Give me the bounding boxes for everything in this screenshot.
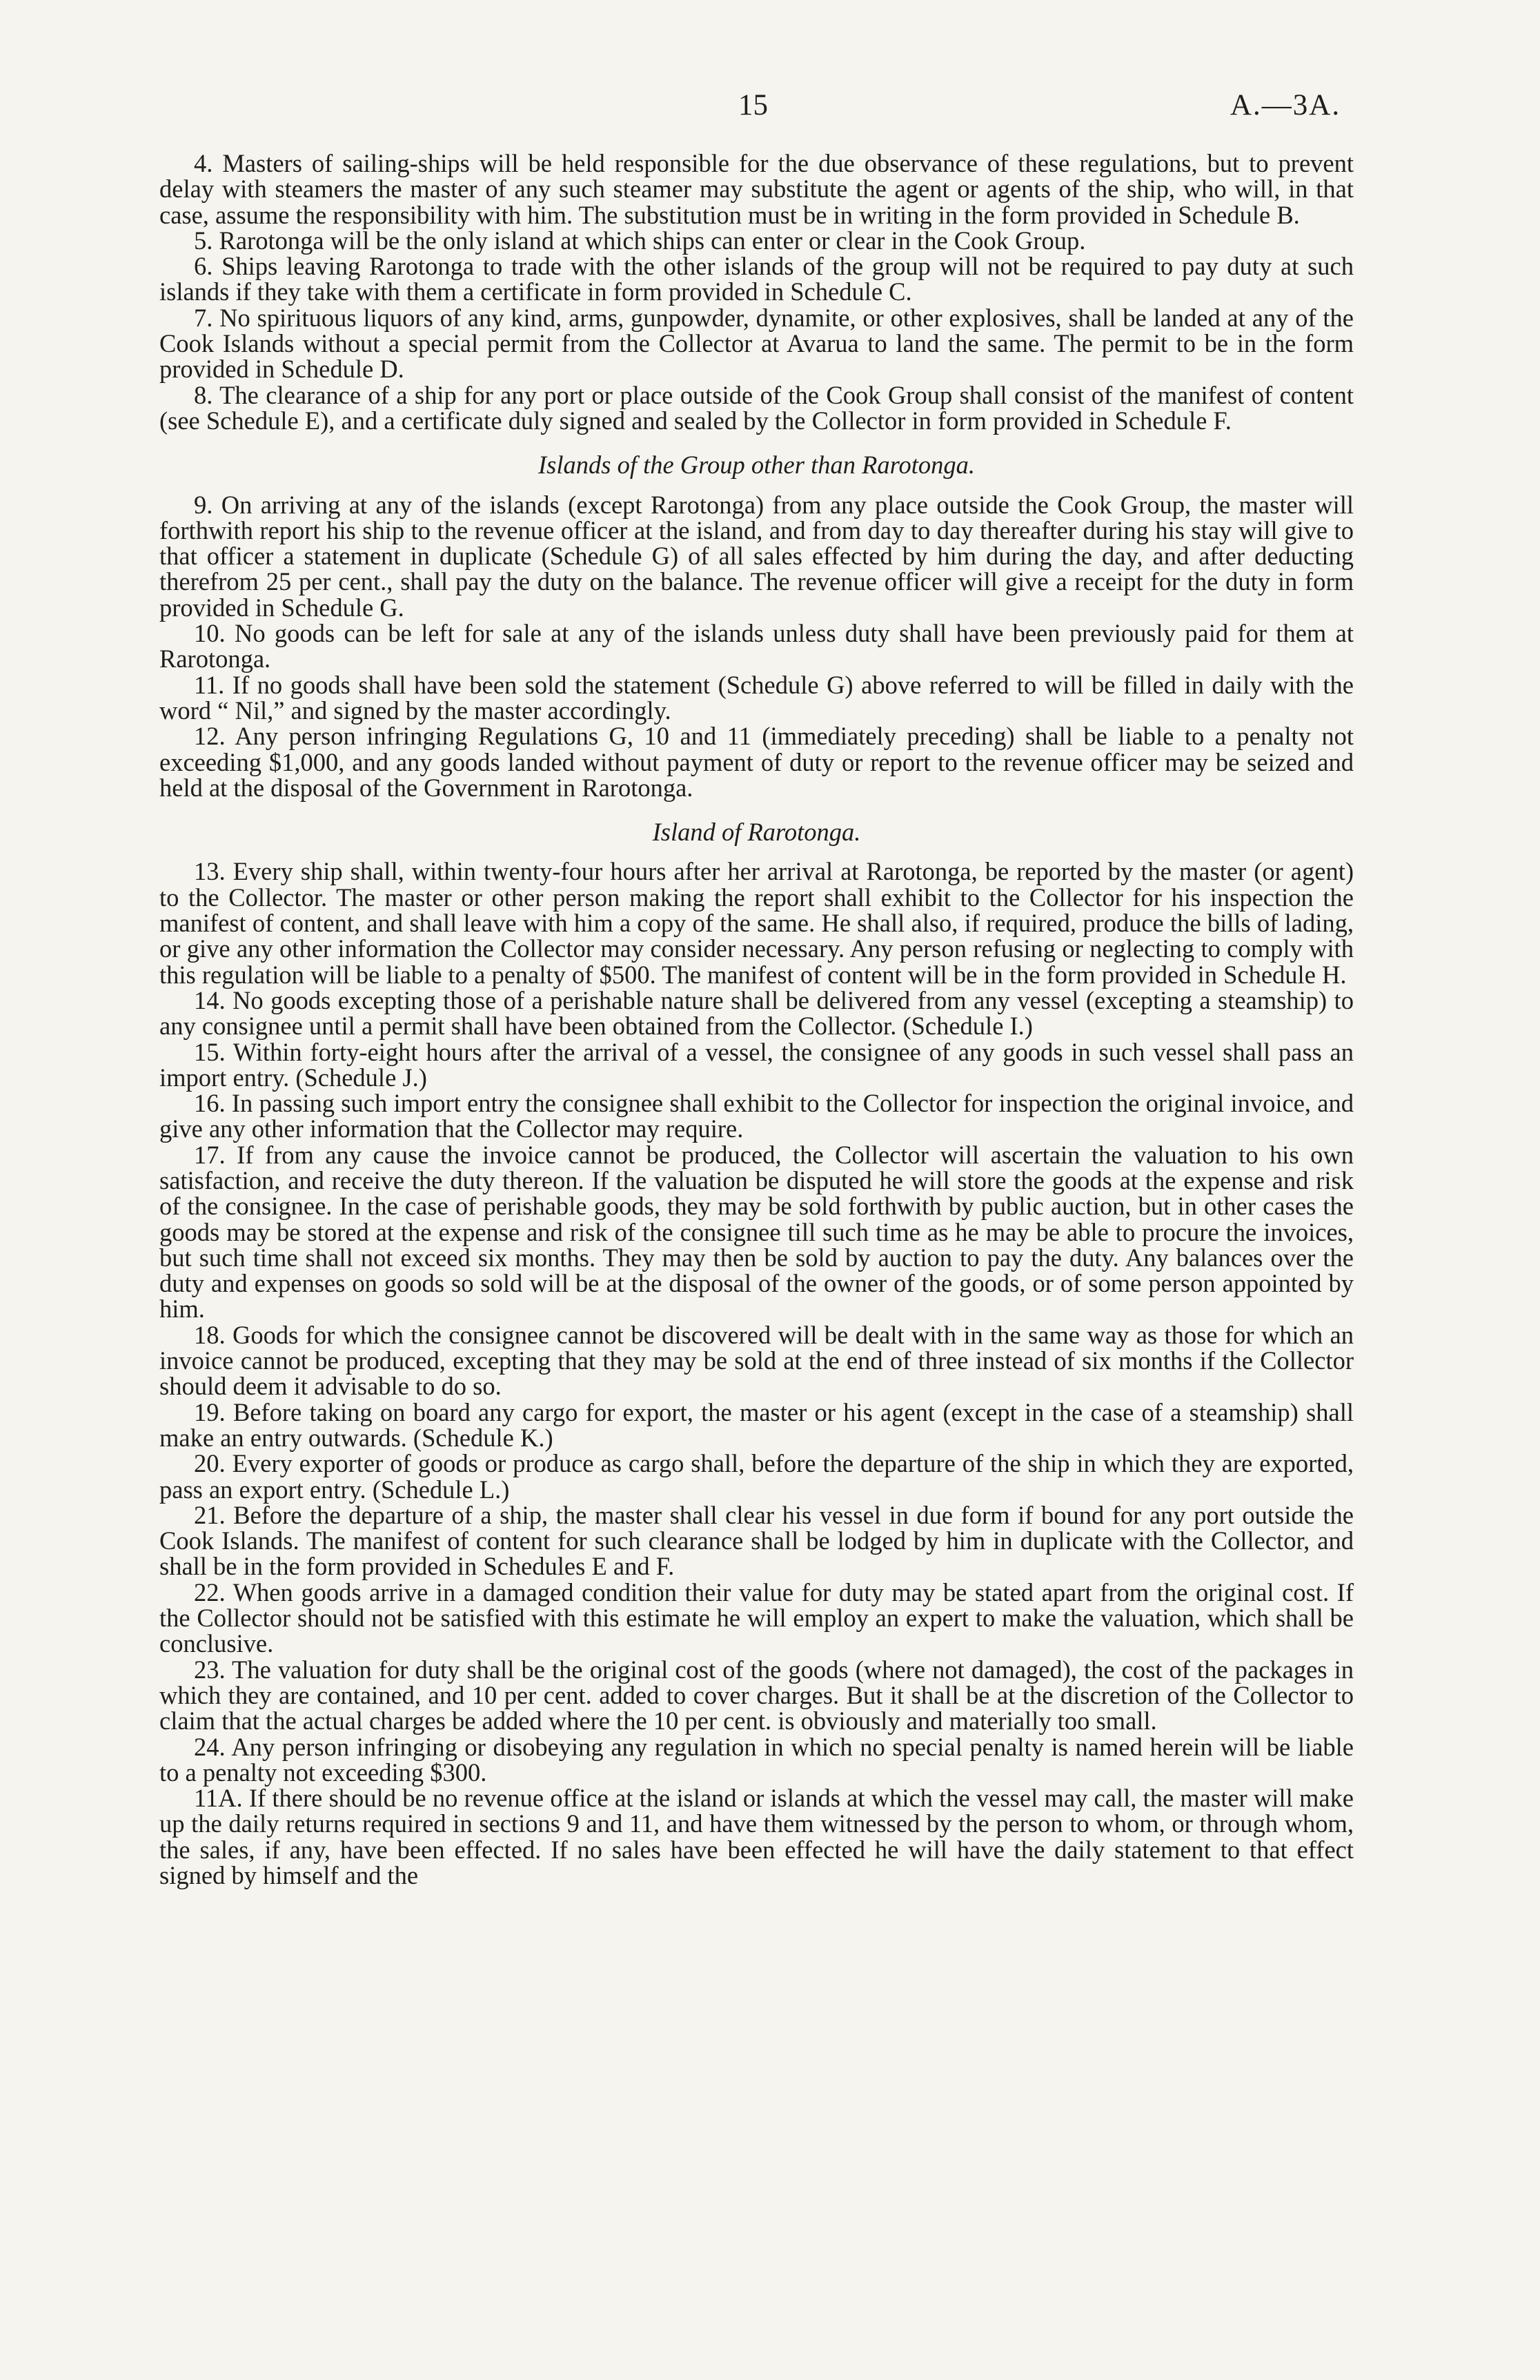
regulation-paragraph: 22. When goods arrive in a damaged condition their value for duty may be stated apart from the original cost. If the Collector should not be satisfied with this estimate he will employ an expert to make the valuation, which shall be conclusive. bbox=[159, 1577, 1354, 1658]
regulation-paragraph: 16. In passing such import entry the consignee shall exhibit to the Collector for inspection the original invoice, and give any other information that the Collector may require. bbox=[159, 1089, 1354, 1143]
regulation-paragraph: 15. Within forty-eight hours after the arrival of a vessel, the consignee of any goods in such vessel shall pass an import entry. (Schedule J.) bbox=[159, 1037, 1354, 1092]
regulation-paragraph: 20. Every exporter of goods or produce as cargo shall, before the departure of the ship in which they are exported, pass an export entry. (Schedule L.) bbox=[159, 1449, 1354, 1504]
regulation-paragraph: 5. Rarotonga will be the only island at which ships can enter or clear in the Cook Group. bbox=[194, 226, 1086, 255]
regulation-paragraph: 12. Any person infringing Regulations G, 10 and 11 (immediately preceding) shall be liable to a penalty not exceeding $1,000, and any goods landed without payment of duty or report to the revenue officer may be seized and held at the disposal of the Government in Rarotonga. bbox=[159, 722, 1354, 802]
document-reference: A.—3A. bbox=[1230, 89, 1341, 121]
regulation-paragraph: 6. Ships leaving Rarotonga to trade with the other islands of the group will not be required to pay duty at such islands if they take with them a certificate in form provided in Schedule C. bbox=[159, 252, 1354, 306]
regulation-paragraph: 8. The clearance of a ship for any port or place outside of the Cook Group shall consist of the manifest of content (see Schedule E), and a certificate duly signed and sealed by the Collector in form provided in Schedule F. bbox=[159, 380, 1354, 435]
regulation-paragraph: 9. On arriving at any of the islands (except Rarotonga) from any place outside the Cook Group, the master will forthwith report his ship to the revenue officer at the island, and from day to day thereafter during his stay will give to that officer a statement in duplicate (Schedule G) of all sales effected by him during the day, and after deducting therefrom 25 per cent., shall pay the duty on the balance. The revenue officer will give a receipt for the duty in form provided in Schedule G. bbox=[159, 490, 1354, 622]
regulation-paragraph: 4. Masters of sailing-ships will be held responsible for the due observance of these regulations, but to prevent delay with steamers the master of any such steamer may substitute the agent or agents of the ship, who will, in that case, assume the responsibility with him. The substitution must be in writing in the form provided in Schedule B. bbox=[159, 149, 1354, 229]
document-body bbox=[159, 150, 1354, 1888]
regulation-paragraph: 11. If no goods shall have been sold the statement (Schedule G) above referred to will be filled in daily with the word “ Nil,” and signed by the master accordingly. bbox=[159, 670, 1354, 725]
page-number: 15 bbox=[738, 89, 768, 121]
regulation-paragraph: 24. Any person infringing or disobeying any regulation in which no special penalty is named herein will be liable to a penalty not exceeding $300. bbox=[159, 1732, 1354, 1787]
section-heading-other-islands: Islands of the Group other than Rarotonga. bbox=[538, 451, 975, 480]
regulation-paragraph: 10. No goods can be left for sale at any of the islands unless duty shall have been previously paid for them at Rarotonga. bbox=[159, 619, 1354, 673]
regulation-paragraph: 23. The valuation for duty shall be the original cost of the goods (where not damaged), the cost of the packages in which they are contained, and 10 per cent. added to cover charges. But it shall be at the discretion of the Collector to claim that the actual charges be added where the 10 per cent. is obviously and materially too small. bbox=[159, 1655, 1354, 1735]
regulation-paragraph: 11A. If there should be no revenue office at the island or islands at which the vessel may call, the master will make up the daily returns required in sections 9 and 11, and have them witnessed by the person to whom, or through whom, the sales, if any, have been effected. If no sales have been effected he will have the daily statement to that effect signed by himself and the bbox=[159, 1784, 1354, 1889]
regulation-paragraph: 14. No goods excepting those of a perishable nature shall be delivered from any vessel (excepting a steamship) to any consignee until a permit shall have been obtained from the Collector. (Schedule I.) bbox=[159, 985, 1354, 1041]
regulation-paragraph: 18. Goods for which the consignee cannot be discovered will be dealt with in the same way as those for which an invoice cannot be produced, excepting that they may be sold at the end of three instead of six months if the Collector should deem it advisable to do so. bbox=[159, 1320, 1354, 1401]
regulation-paragraph: 13. Every ship shall, within twenty-four hours after her arrival at Rarotonga, be reported by the master (or agent) to the Collector. The master or other person making the report shall exhibit to the Collector for his inspection the manifest of content, and shall leave with him a copy of the same. He shall also, if required, produce the bills of lading, or give any other information the Collector may consider necessary. Any person refusing or neglecting to comply with this regulation will be liable to a penalty of $500. The manifest of content will be in the form provided in Schedule H. bbox=[159, 857, 1354, 989]
regulation-paragraph: 21. Before the departure of a ship, the master shall clear his vessel in due form if bound for any port outside the Cook Islands. The manifest of content for such clearance shall be lodged by him in duplicate with the Collector, and shall be in the form provided in Schedules E and F. bbox=[159, 1500, 1354, 1581]
regulation-paragraph: 19. Before taking on board any cargo for export, the master or his agent (except in the case of a steamship) shall make an entry outwards. (Schedule K.) bbox=[159, 1397, 1354, 1452]
regulation-paragraph: 7. No spirituous liquors of any kind, arms, gunpowder, dynamite, or other explosives, shall be landed at any of the Cook Islands without a special permit from the Collector at Avarua to land the same. The permit to be in the form provided in Schedule D. bbox=[159, 303, 1354, 384]
regulation-paragraph: 17. If from any cause the invoice cannot be produced, the Collector will ascertain the valuation to his own satisfaction, and receive the duty thereon. If the valuation be disputed he will store the goods at the expense and risk of the consignee. In the case of perishable goods, they may be sold forthwith by public auction, but in other cases the goods may be stored at the expense and risk of the consignee till such time as he may be able to procure the invoices, but such time shall not exceed six months. They may then be sold by auction to pay the duty. Any balances over the duty and expenses on goods so sold will be at the disposal of the owner of the goods, or of some person appointed by him. bbox=[159, 1140, 1354, 1324]
section-heading-rarotonga: Island of Rarotonga. bbox=[652, 818, 861, 847]
page-header bbox=[0, 88, 1540, 130]
